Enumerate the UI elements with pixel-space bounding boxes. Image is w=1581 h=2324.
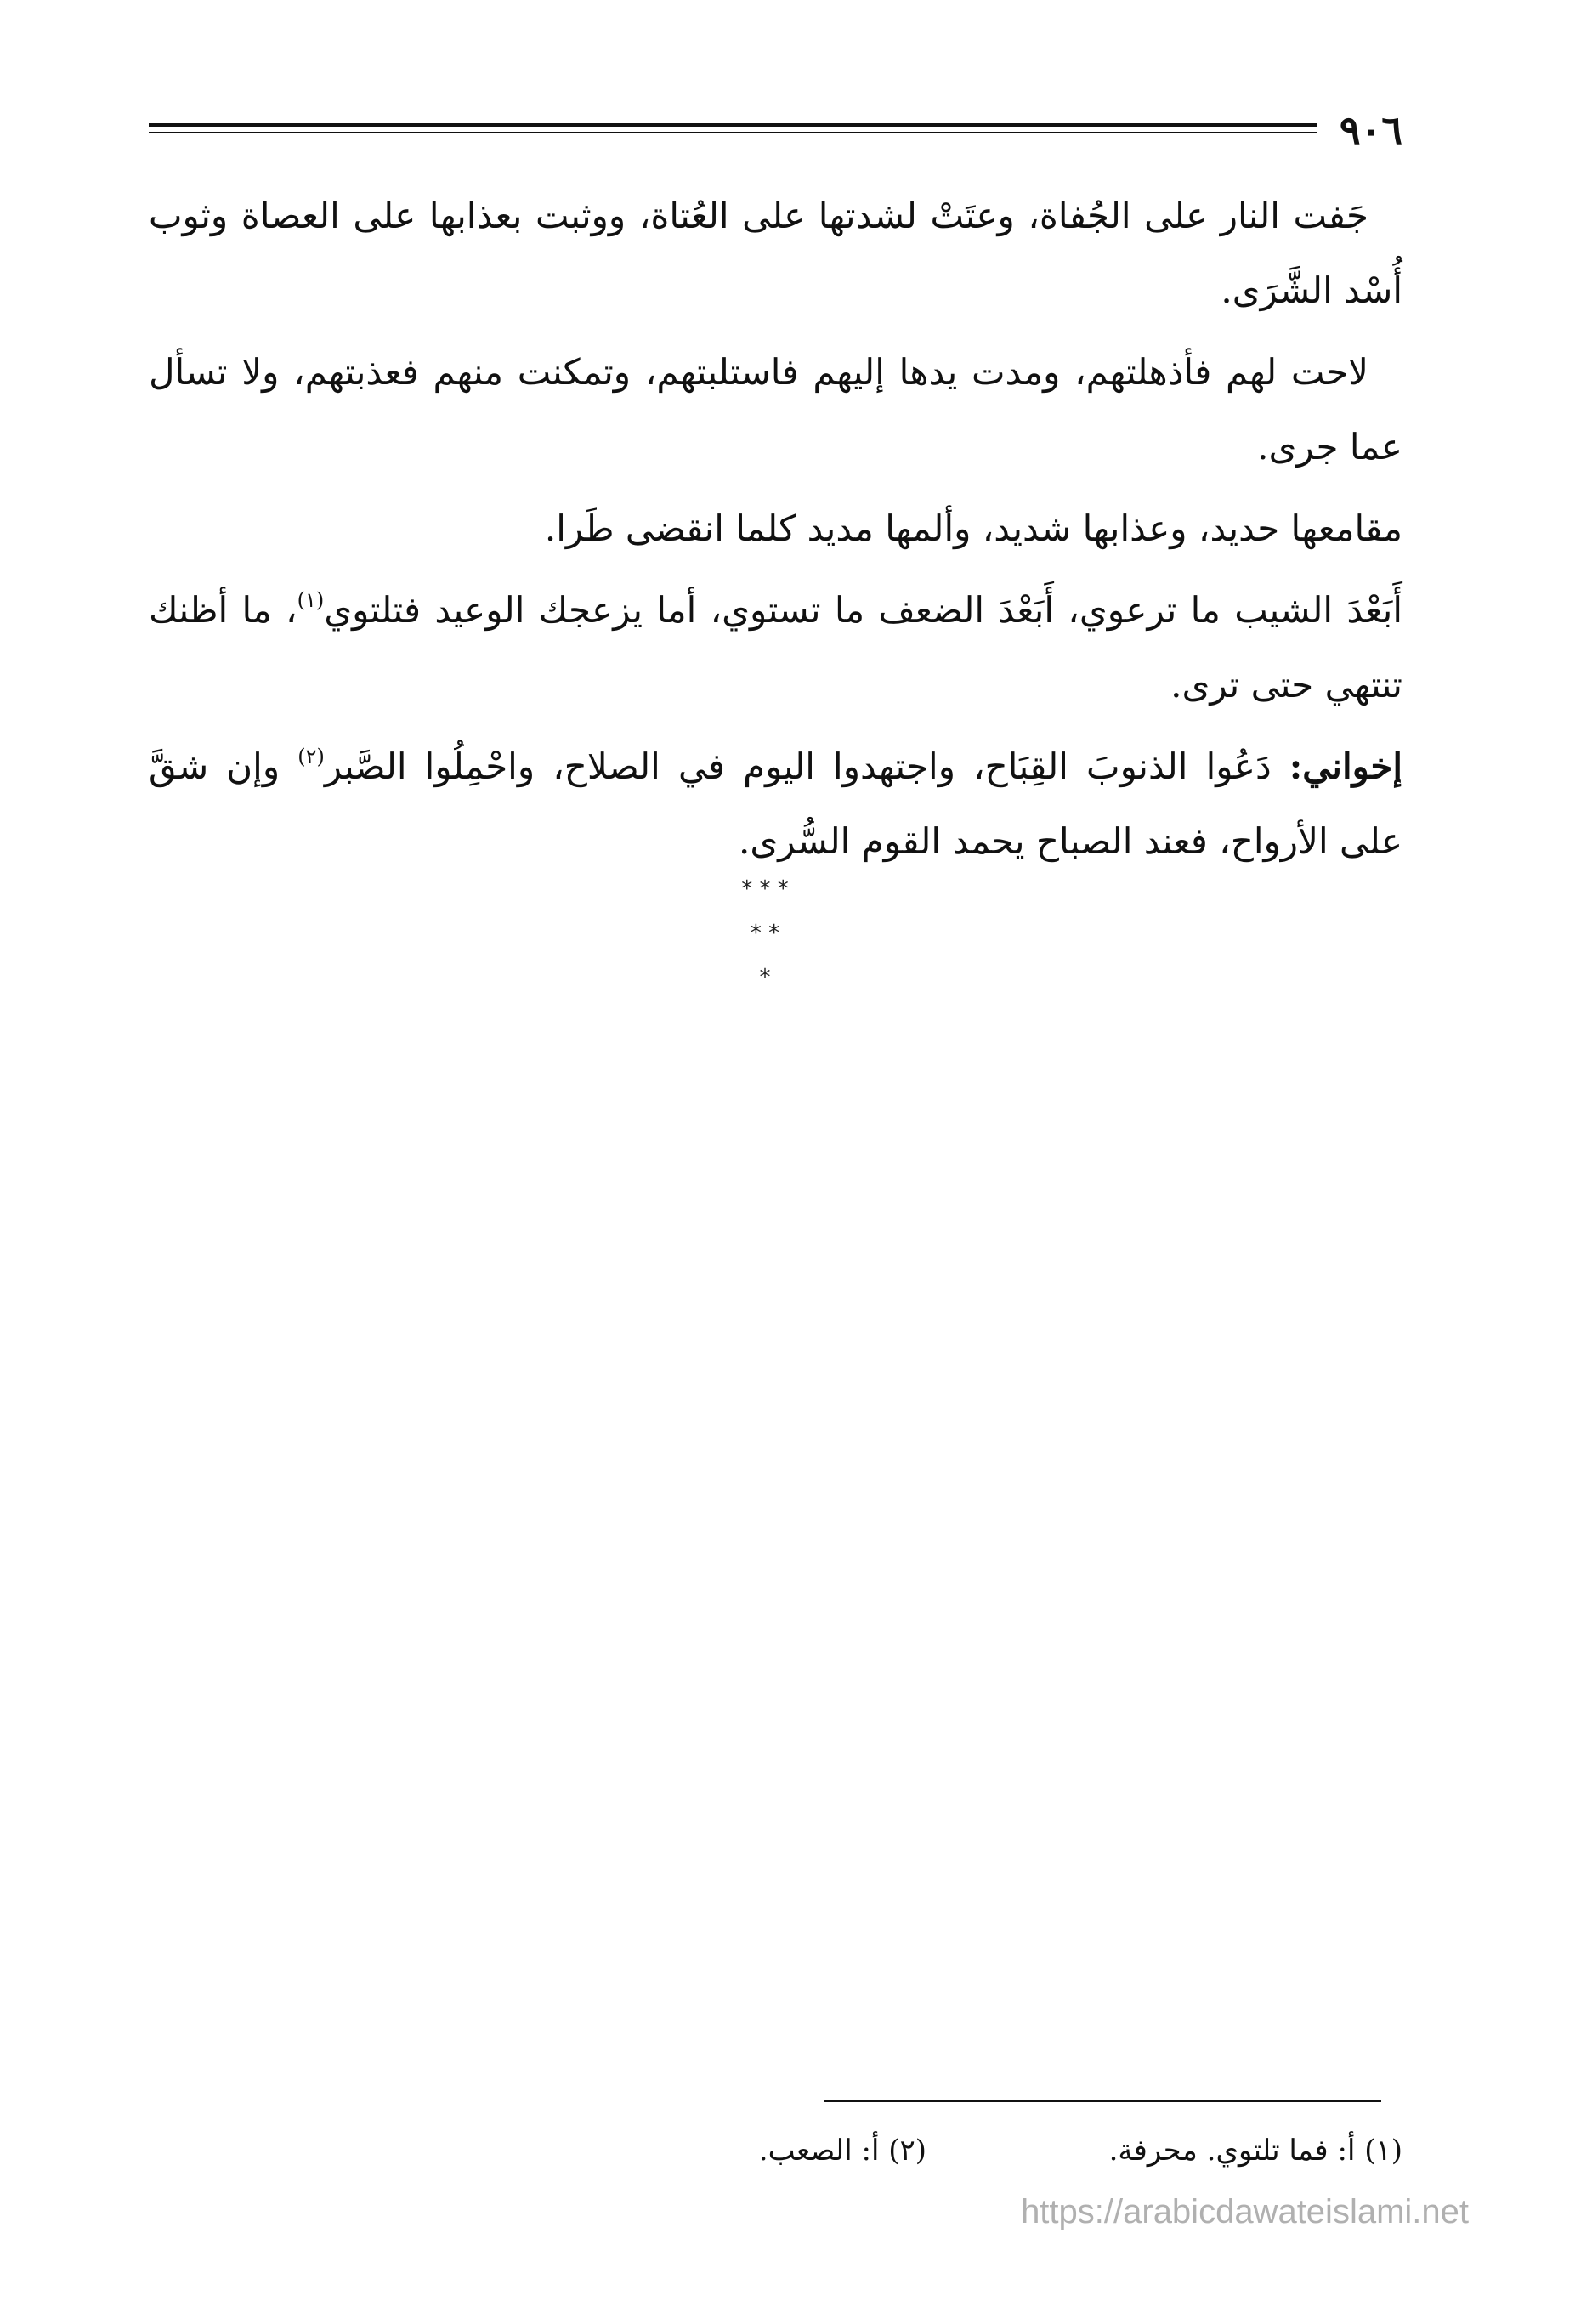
paragraph: جَفت النار على الجُفاة، وعتَتْ لشدتها على العُتاة، ووثبت بعذابها على العصاة وثوب أُسْد الشَّرَى. — [149, 195, 1402, 311]
body-text — [149, 179, 1402, 886]
separator-row: * — [759, 965, 771, 990]
paragraph: مقامعها حديد، وعذابها شديد، وألمها مديد كلما انقضى طَرا. — [544, 507, 1402, 549]
paragraph-text: وإن شقَّ على الأرواح، فعند الصباح يحمد القوم السُّرى. — [149, 745, 1402, 862]
footnote-ref: (٢) — [298, 745, 325, 768]
page-header — [149, 106, 1402, 157]
footnote: (٢) أ: الصعب. — [758, 2134, 926, 2168]
paragraph — [149, 573, 1402, 723]
footnotes — [476, 2134, 1402, 2185]
section-separator — [697, 867, 833, 1000]
header-rule — [149, 123, 1318, 133]
separator-row: * * * — [741, 876, 789, 902]
paragraph: لاحت لهم فأذهلتهم، ومدت يدها إليهم فاستلبتهم، وتمكنت منهم فعذبتهم، ولا تسأل عما جرى. — [149, 351, 1402, 468]
paragraph-text: ، ما أظنك تنتهي حتى ترى. — [149, 589, 1402, 706]
watermark-url: https://arabicdawateislami.net — [1021, 2193, 1469, 2230]
footnote: (١) أ: فما تلتوي. محرفة. — [1108, 2134, 1402, 2168]
separator-row: * * — [750, 921, 780, 946]
paragraph-text: دَعُوا الذنوبَ القِبَاح، واجتهدوا اليوم في الصلاح، واحْمِلُوا الصَّبر — [324, 745, 1289, 787]
paragraph-text: أَبَعْدَ الشيب ما ترعوي، أَبَعْدَ الضعف ما تستوي، أما يزعجك الوعيد فتلتوي — [324, 589, 1403, 631]
paragraph — [149, 729, 1402, 879]
paragraph-lead: إخواني: — [1289, 745, 1402, 787]
page-number: ٩٠٦ — [1339, 107, 1402, 153]
footnote-rule — [824, 2100, 1381, 2102]
footnote-ref: (١) — [297, 588, 325, 612]
